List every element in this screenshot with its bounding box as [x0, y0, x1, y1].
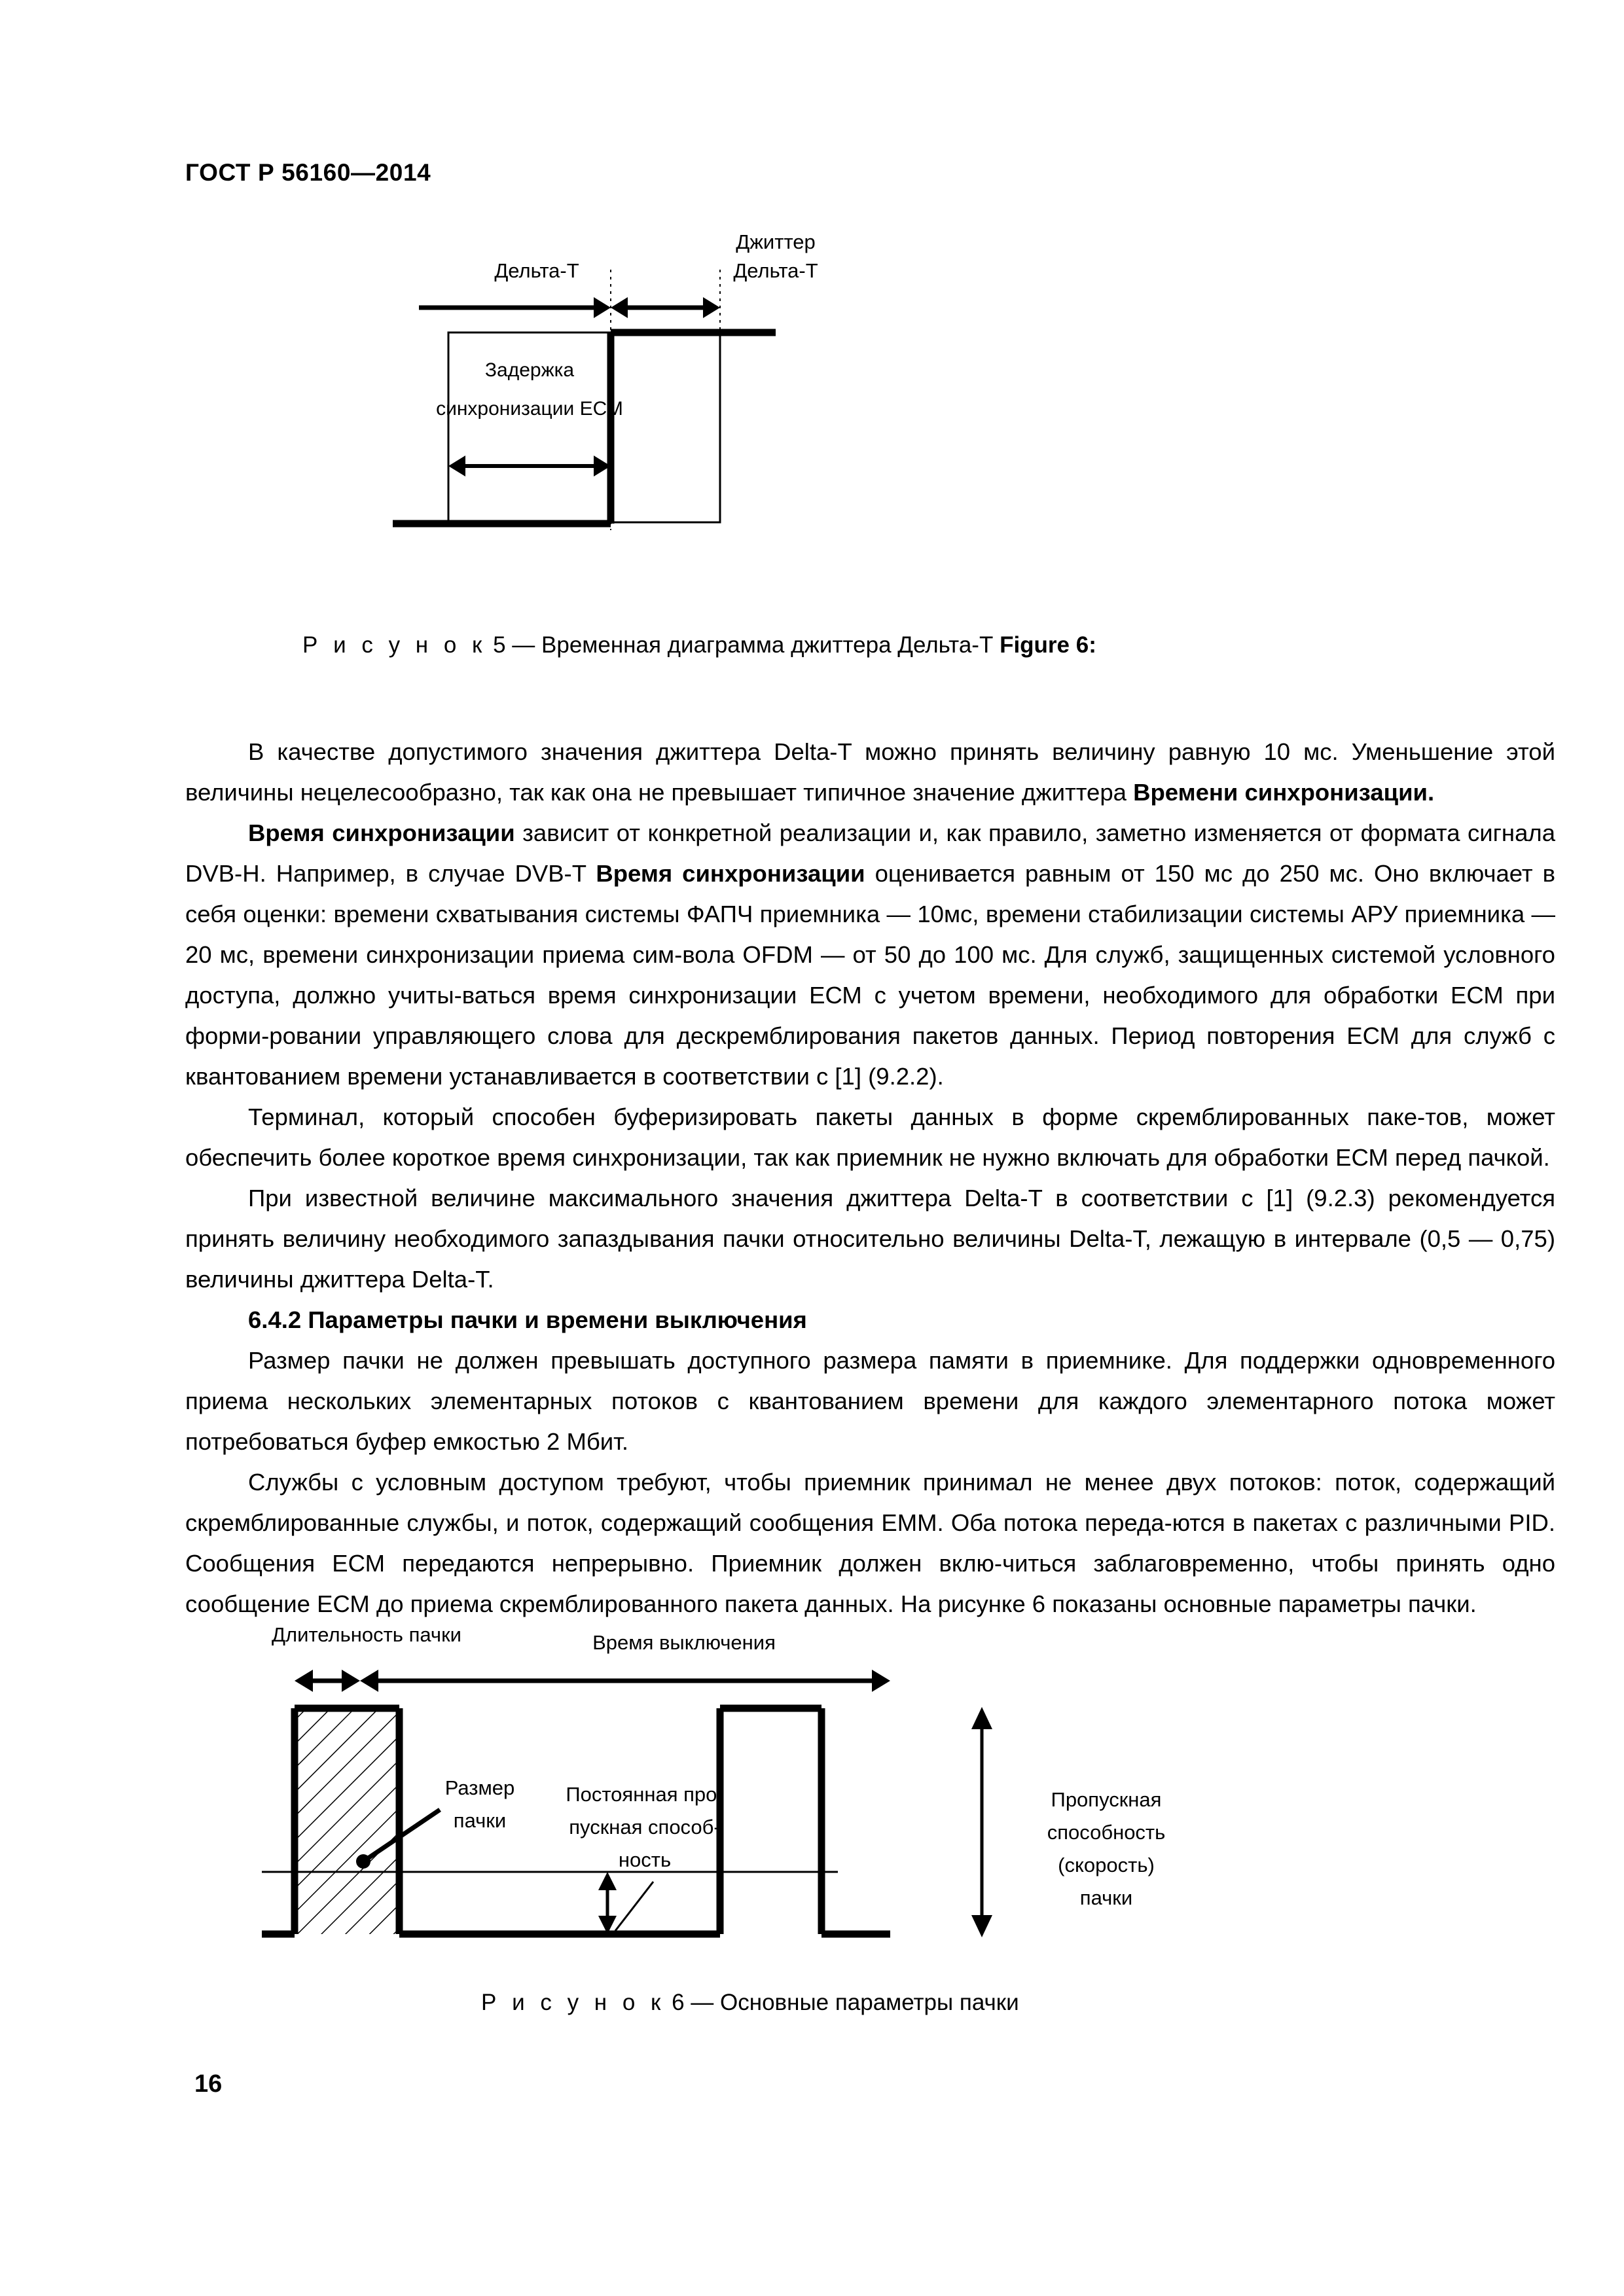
figure-5-waveform — [393, 332, 776, 524]
paragraph-sync-time-text-a: зависит от конкретной реализации и, как правило, заметно изменяется от формата сигнала DVB-H. Например, в случае DVB-T — [185, 819, 1555, 887]
figure-6-constant-rate-label-line2: пускная способ- — [569, 1816, 721, 1839]
figure-5-delta-t-arrow — [419, 297, 611, 318]
figure-6-burst-size-label-line1: Размер — [444, 1776, 515, 1799]
paragraph-sync-time-bold-1: Время синхронизации — [248, 819, 515, 846]
page-number: 16 — [194, 2070, 223, 2098]
figure-6-burst-parameters-diagram — [262, 1584, 1375, 1977]
figure-5-jitter-arrow — [611, 297, 720, 318]
figure-6-caption-prefix: Р и с у н о к — [481, 1990, 666, 2015]
figure-6-throughput-label-line4: пачки — [1079, 1886, 1133, 1909]
paragraph-sync-time-bold-2: Время синхронизации — [596, 860, 865, 887]
figure-5-ecm-delay-arrow — [448, 456, 611, 476]
figure-5-jitter-label-line1: Джиттер — [736, 230, 816, 253]
document-header-standard-id: ГОСТ Р 56160—2014 — [185, 159, 431, 186]
paragraph-sync-time-text-b: оценивается равным от 150 мс до 250 мс. Оно включает в себя оценки: времени схватывания системы ФАПЧ приемника — 10мс, времени стабилизации системы АРУ приемника — 20 мс, времени синхронизации приема сим-вола OFDM — от 50 до 100 мс. Для служб, защищенных системой условного доступа, должно учиты-ваться время синхронизации ЕСМ с учетом времени, необходимого для обработки ЕСМ при форми-ровании управляющего слова для дескремблирования пакетов данных. Период повторения ЕСМ для служб с квантованием времени устанавливается в соответствии с [1] (9.2.2). — [185, 860, 1556, 1090]
figure-5-ecm-delay-label-line1: Задержка — [484, 359, 575, 381]
figure-5-delta-t-label: Дельта-Т — [494, 259, 579, 282]
figure-6-caption — [481, 1990, 1019, 2016]
figure-6-off-time-label: Время выключения — [592, 1631, 776, 1654]
figure-6-burst-pulse-hatched — [295, 1708, 399, 1934]
figure-6-throughput-label-line2: способность — [1047, 1821, 1166, 1844]
figure-6-throughput-label-line1: Пропускная — [1051, 1788, 1162, 1811]
paragraph-burst-delay-recommendation: При известной величине максимального значения джиттера Delta-T в соответствии с [1] (9.2.3) рекомендуется принять величину необходимого запаздывания пачки относительно величины Delta-T, лежащую в интервале (0,5 — 0,75) величины джиттера Delta-T. — [185, 1185, 1555, 1293]
paragraph-delta-t-tolerance-text: В качестве допустимого значения джиттера Delta-T можно принять величину равную 10 мс. Уменьшение этой величины нецелесообразно, так как она не превышает типичное значение джиттера — [185, 738, 1555, 806]
figure-5-caption-number: 5 — [493, 632, 506, 658]
figure-6-burst-duration-arrow — [295, 1670, 360, 1692]
paragraph-delta-t-tolerance-bold: Времени синхронизации. — [1133, 779, 1435, 806]
paragraph-delta-t-tolerance — [185, 732, 1555, 813]
figure-5-timing-diagram — [393, 216, 1146, 609]
figure-6-caption-text: Основные параметры пачки — [720, 1990, 1019, 2015]
figure-5-caption — [302, 632, 1096, 658]
figure-5-caption-dash: — — [512, 632, 535, 658]
figure-5-ecm-delay-label-line2: синхронизации ЕСМ — [436, 398, 623, 420]
figure-6-second-pulse — [720, 1708, 821, 1934]
figure-5-jitter-label-line2: Дельта-Т — [733, 259, 818, 282]
figure-6-throughput-label-line3: (скорость) — [1058, 1854, 1155, 1876]
figure-6-burst-size-label-line2: пачки — [453, 1809, 507, 1832]
paragraph-burst-size-memory: Размер пачки не должен превышать доступного размера памяти в приемнике. Для поддержки одновременного приема нескольких элементарных потоков с квантованием времени для каждого элементарного потока может потребоваться буфер емкостью 2 Мбит. — [185, 1347, 1555, 1455]
figure-6-burst-duration-label: Длительность пачки — [272, 1623, 461, 1646]
figure-6-constant-rate-arrow — [598, 1872, 617, 1934]
figure-6-constant-rate-label-line1: Постоянная про- — [566, 1783, 724, 1806]
section-heading-6-4-2: 6.4.2 Параметры пачки и времени выключения — [248, 1306, 807, 1333]
figure-6-caption-number: 6 — [672, 1990, 685, 2015]
figure-6-throughput-arrow — [971, 1707, 992, 1937]
paragraph-sync-time — [185, 813, 1555, 1097]
paragraph-conditional-access-streams: Службы с условным доступом требуют, чтобы приемник принимал не менее двух потоков: поток, содержащий скремблированные службы, и поток, содержащий сообщения ЕММ. Оба потока переда-ются в пакетах с различными PID. Сообщения ЕСМ передаются непрерывно. Приемник должен вклю-читься заблаговременно, чтобы принять одно сообщение ЕСМ до приема скремблированного пакета данных. На рисунке 6 показаны основные параметры пачки. — [185, 1469, 1555, 1617]
figure-5-caption-bold-suffix: Figure 6: — [1000, 632, 1096, 658]
paragraph-terminal-buffering: Терминал, который способен буферизировать пакеты данных в форме скремблированных паке-тов, может обеспечить более короткое время синхронизации, так как приемник не нужно включать для обработки ЕСМ перед пачкой. — [185, 1103, 1555, 1171]
figure-5-caption-text: Временная диаграмма джиттера Дельта-Т — [541, 632, 994, 658]
figure-6-constant-rate-leader — [615, 1882, 653, 1931]
body-text-column — [185, 732, 1555, 1624]
figure-6-off-time-arrow — [360, 1670, 890, 1692]
figure-6-constant-rate-label-line3: ность — [618, 1848, 672, 1871]
figure-6-caption-dash: — — [691, 1990, 714, 2015]
figure-5-caption-prefix: Р и с у н о к — [302, 632, 487, 658]
